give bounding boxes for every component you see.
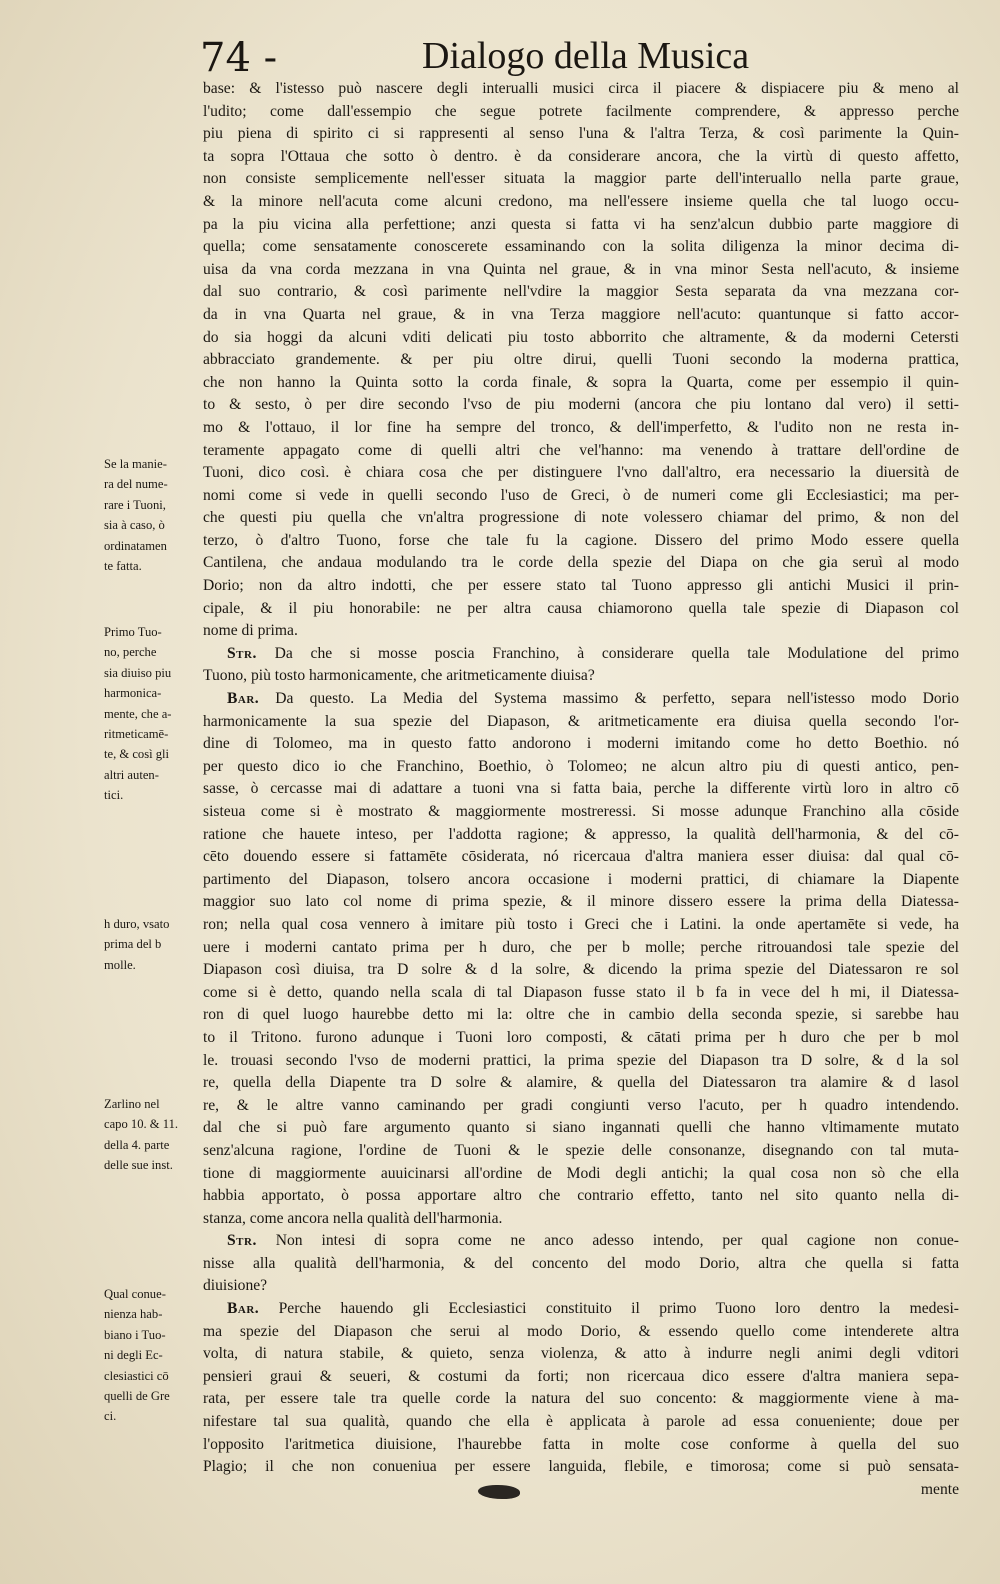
running-title: Dialogo della Musica bbox=[422, 35, 750, 77]
line-text: terzo, ò d'altro Tuono, forse che tale fu la cagione. Dissero del primo Modo essere quella bbox=[203, 531, 959, 549]
margin-note-line: delle sue inst. bbox=[104, 1158, 173, 1173]
margin-note-line: sia diuiso piu bbox=[104, 665, 172, 680]
text-line bbox=[203, 846, 959, 869]
margin-note-line: capo 10. & 11. bbox=[104, 1117, 179, 1132]
line-text: re, quella della Diapente tra D solre & alamire, & quella del Diatessaron tra alamire & d lasol bbox=[203, 1074, 959, 1092]
text-line bbox=[203, 824, 959, 847]
margin-note bbox=[104, 454, 198, 576]
margin-note-line: harmonica- bbox=[104, 686, 162, 701]
line-text: le. trouasi secondo l'vso de moderni prattici, la prima spezie del Diapason tra D solre, & d la sol bbox=[203, 1051, 959, 1069]
margin-note-line: ritmeticamē- bbox=[104, 727, 169, 742]
text-line bbox=[203, 801, 959, 824]
line-text: partimento del Diapason, tolsero ancora occasione i moderni prattici, di chiamare la Diapente bbox=[203, 870, 959, 888]
text-line bbox=[203, 1230, 959, 1253]
line-text: diuisione? bbox=[203, 1277, 268, 1295]
text-line bbox=[203, 485, 959, 508]
text-line bbox=[203, 394, 959, 417]
text-line bbox=[203, 733, 959, 756]
line-text: che non hanno la Quinta sotto la corda finale, & sopra la Quarta, come per essempio il quin- bbox=[203, 373, 959, 391]
text-line bbox=[203, 1072, 959, 1095]
line-text: Plagio; il che non conueniua per essere languida, flebile, e timorosa; come si può sensata- bbox=[203, 1458, 959, 1476]
line-text: nomi come si vede in quelli secondo l'uso de Greci, ò de numeri come gli Ecclesiastici; ma per- bbox=[203, 486, 959, 504]
text-line bbox=[203, 552, 959, 575]
margin-note-line: clesiastici cō bbox=[104, 1368, 169, 1383]
margin-note-line: te fatta. bbox=[104, 559, 142, 574]
line-text: & la minore nell'acuta come alcuni credono, ma nell'essere insieme quella che tal luogo occu- bbox=[203, 192, 959, 210]
text-line bbox=[203, 168, 959, 191]
line-text: Cantilena, che andaua modulando tra le corde della spezie del Diapa on che gia seruì al modo bbox=[203, 554, 959, 572]
margin-note-line: Se la manie- bbox=[104, 457, 167, 471]
text-line bbox=[203, 349, 959, 372]
margin-note-line: ni degli Ec- bbox=[104, 1348, 163, 1363]
text-line bbox=[203, 304, 959, 327]
margin-note-line: sia à caso, ò bbox=[104, 518, 165, 533]
margin-note-line: quelli de Gre bbox=[104, 1389, 170, 1404]
text-line bbox=[203, 1163, 959, 1186]
line-text: cēto douendo essere si fattamēte cōsiderata, nó ricercaua d'altra maniera esser diuisa: dal qual cō- bbox=[203, 848, 959, 866]
text-line bbox=[203, 778, 959, 801]
text-line bbox=[203, 462, 959, 485]
speaker-label: Str. bbox=[227, 644, 257, 662]
text-line bbox=[203, 1388, 959, 1411]
text-line bbox=[203, 1275, 959, 1298]
text-line bbox=[203, 914, 959, 937]
line-text: Diapason così diuisa, tra D solre & d la solre, & dicendo la prima spezie del Diatessaron re sol bbox=[203, 961, 959, 979]
line-text: ta sopra l'Ottaua che sotto ò dentro. è da considerare ancora, che la virtù di questo affetto, bbox=[203, 147, 959, 165]
line-text: quella; come sensatamente conoscerete essaminando con la solita diligenza la minor decima di- bbox=[203, 238, 959, 256]
line-text: Perche hauendo gli Ecclesiastici constituito il primo Tuono loro dentro la medesi- bbox=[278, 1300, 959, 1318]
catchword: mente bbox=[920, 1480, 959, 1498]
line-text: Dorio; non da altro indotti, che per essere stato tal Tuono appresso gli antichi Musici il prin- bbox=[203, 577, 959, 595]
text-line bbox=[203, 1456, 959, 1479]
margin-note-line: Zarlino nel bbox=[104, 1097, 160, 1111]
line-text: uisa da vna corda mezzana in vna Quinta nel graue, & in vna minor Sesta nell'acuto, & insieme bbox=[203, 260, 959, 278]
margin-note-line: ordinatamen bbox=[104, 538, 167, 553]
line-text: dal suo contrario, & così parimente nell'vdire la maggior Sesta separata da vna mezzana cor- bbox=[203, 283, 959, 301]
text-line bbox=[203, 372, 959, 395]
line-text: base: & l'istesso può nascere degli interualli musici circa il piacere & dispiacere piu & meno al bbox=[203, 80, 959, 97]
text-line bbox=[203, 327, 959, 350]
line-text: tione di maggiormente auuicinarsi all'ordine de Modi degli antichi; la qual cosa non sò che ella bbox=[203, 1164, 959, 1182]
line-text: Da che si mosse poscia Franchino, à considerare quella tale Modulatione del primo bbox=[274, 644, 959, 662]
line-text: Tuoni, dico così. è chiara cosa che per distinguere l'vno dall'altro, era necessario la diuersità de bbox=[203, 464, 959, 482]
line-text: come si è detto, quando nella scala di tal Diapason fusse stato il b fa in vece del h mi, il Diatessa- bbox=[203, 983, 959, 1001]
margin-note-line: mente, che a- bbox=[104, 706, 172, 721]
margin-note-line: no, perche bbox=[104, 645, 157, 660]
line-text: dine di Tolomeo, ma in questo fatto andorono i moderni imitando come ho detto Boethio. nó bbox=[203, 735, 959, 753]
text-line bbox=[203, 643, 959, 666]
line-text: da in vna Quarta nel graue, & in vna Terza maggiore nell'acuto: quantunque si fatto accor- bbox=[203, 305, 959, 323]
margin-note-line: h duro, vsato bbox=[104, 917, 170, 931]
line-text: ron di quel luogo haurebbe detto mi la: oltre che in cambio della seconda spezie, si sarebbe hau bbox=[203, 1006, 959, 1024]
text-line bbox=[203, 959, 959, 982]
line-text: pensieri graui & seueri, & costumi da forti; non ricercaua dico essere d'altra maniera sepa- bbox=[203, 1367, 959, 1385]
text-line bbox=[203, 259, 959, 282]
body-text bbox=[203, 78, 959, 1501]
line-text: per questo dico io che Franchino, Boethio, ò Tolomeo; ne alcun altro piu di questi antico, pen- bbox=[203, 757, 959, 775]
line-text: l'opposito l'aritmetica diuisione, l'haurebbe fatta in molte cose conforme à quella del suo bbox=[203, 1435, 959, 1453]
text-line bbox=[203, 1095, 959, 1118]
margin-note-line: prima del b bbox=[104, 937, 162, 952]
text-line bbox=[203, 1298, 959, 1321]
line-text: ma spezie del Diapason che serui al modo Dorio, & essendo quello come intenderete altra bbox=[203, 1322, 959, 1340]
margin-note bbox=[104, 1284, 198, 1427]
line-text: Non intesi di sopra come ne anco adesso intendo, per qual cagione non conue- bbox=[275, 1232, 959, 1250]
margin-note-line: rare i Tuoni, bbox=[104, 497, 166, 512]
text-line bbox=[203, 1321, 959, 1344]
margin-note-line: della 4. parte bbox=[104, 1137, 170, 1152]
text-line bbox=[203, 575, 959, 598]
line-text: mo & l'ottauo, il lor fine ha sempre del tronco, & dell'imperfetto, & l'udito non ne resta in- bbox=[203, 418, 959, 436]
line-text: cipale, & il piu honorabile: ne per altra causa chiamorono quella tale spezie di Diapason col bbox=[203, 599, 959, 617]
text-line bbox=[203, 1366, 959, 1389]
line-text: Tuono, più tosto harmonicamente, che aritmeticamente diuisa? bbox=[203, 667, 595, 685]
margin-note-line: biano i Tuo- bbox=[104, 1327, 166, 1342]
margin-note-line: altri auten- bbox=[104, 767, 159, 782]
margin-note-line: ci. bbox=[104, 1409, 117, 1424]
line-text: maggior suo lato col nome di prima spezie, & il minore dissero essere la prima della Diatessa- bbox=[203, 893, 959, 911]
margin-note-line: tici. bbox=[104, 788, 124, 803]
line-text: non consiste semplicemente nell'esser situata la maggior parte dell'interuallo nella parte graue, bbox=[203, 170, 959, 188]
text-line bbox=[203, 530, 959, 553]
text-line bbox=[203, 440, 959, 463]
line-text: do sia hoggi da alcuni vditi delicati piu tosto abborrito che altramente, & da moderni Cetersti bbox=[203, 328, 959, 346]
line-text: l'udito; come dall'essempio che segue potrete facilmente comprendere, & appresso perche bbox=[203, 102, 959, 120]
text-line bbox=[203, 1185, 959, 1208]
line-text: pa la piu vicina alla perfettione; anzi questa si fatta vi ha senz'alcun dubbio parte maggiore di bbox=[203, 215, 959, 233]
line-text: nisse alla qualità dell'harmonia, & del concento del modo Dorio, altra che quella si fatta bbox=[203, 1254, 959, 1272]
text-line bbox=[203, 236, 959, 259]
text-line bbox=[203, 214, 959, 237]
text-line bbox=[203, 869, 959, 892]
line-text: senz'alcuna ragione, l'ordine de Tuoni & le spezie delle consonanze, disegnando con tal muta- bbox=[203, 1141, 959, 1159]
text-line bbox=[203, 1411, 959, 1434]
text-line bbox=[203, 78, 959, 101]
line-text: uere i moderni cantato prima per h duro, che per b molle; perche ritrouandosi tale spezie del bbox=[203, 938, 959, 956]
text-line bbox=[203, 688, 959, 711]
margin-note-line: nienza hab- bbox=[104, 1307, 163, 1322]
text-line bbox=[203, 1050, 959, 1073]
text-line bbox=[203, 507, 959, 530]
line-text: to il Tritono. furono adunque i Tuoni loro composti, & cātati prima per h duro che per b mol bbox=[203, 1028, 959, 1046]
margin-note-line: Primo Tuo- bbox=[104, 625, 162, 639]
page-number: 74 - bbox=[200, 35, 278, 81]
line-text: nome di prima. bbox=[203, 622, 298, 640]
line-text: ratione che hauete inteso, per l'addotta ragione; & appresso, la qualità dell'harmonia, & del cō- bbox=[203, 825, 959, 843]
text-line bbox=[203, 665, 959, 688]
text-line bbox=[203, 123, 959, 146]
text-line bbox=[203, 598, 959, 621]
line-text: dal che si può fare argumento quanto si siano ingannati quelli che hanno vltimamente mutato bbox=[203, 1119, 959, 1137]
text-line bbox=[203, 1208, 959, 1231]
text-line bbox=[203, 191, 959, 214]
text-line bbox=[203, 417, 959, 440]
text-line bbox=[203, 620, 959, 643]
text-line bbox=[203, 891, 959, 914]
text-line bbox=[203, 146, 959, 169]
text-line bbox=[203, 1343, 959, 1366]
page-header bbox=[200, 30, 760, 82]
text-line bbox=[203, 1434, 959, 1457]
line-text: sasse, ò cercasse mai di adattare a tuoni vna si fatta baia, perche la differente virtù loro in altro cō bbox=[203, 780, 959, 798]
line-text: to & sesto, ò per dire secondo l'vso de piu moderni (ancora che piu lontano dal vero) il setti- bbox=[203, 396, 959, 414]
line-text: piu piena di spirito ci si rappresenti al senso l'una & l'altra Terza, & così parimente la Quin- bbox=[203, 125, 959, 143]
line-text: che questi piu quella che vn'altra progressione di note volessero chiamar del primo, & non del bbox=[203, 509, 959, 527]
text-line bbox=[203, 281, 959, 304]
line-text: ron; nella qual cosa vennero à imitare più tosto i Greci che i Latini. la onde apertamēte si vede, ha bbox=[203, 915, 959, 933]
line-text: nifestare tal sua qualità, quando che ella è applicata à parole ad essa conueniente; doue per bbox=[203, 1413, 959, 1431]
margin-note-line: te, & così gli bbox=[104, 747, 170, 762]
text-line bbox=[203, 937, 959, 960]
line-text: habbia apportato, ò possa apportare altro che contrario effetto, tanto nel sito quanto nella di- bbox=[203, 1187, 959, 1205]
text-line bbox=[203, 1117, 959, 1140]
line-text: Da questo. La Media del Systema massimo & perfetto, separa nell'istesso modo Dorio bbox=[275, 690, 959, 708]
text-line bbox=[203, 756, 959, 779]
text-line bbox=[203, 101, 959, 124]
line-text: sisteua come si è mostrato & maggiormente mostreressi. Si mosse adunque Franchino alla cōside bbox=[203, 803, 959, 820]
margin-note bbox=[104, 914, 198, 975]
margin-note bbox=[104, 622, 198, 806]
speaker-label: Str. bbox=[227, 1232, 257, 1250]
margin-note-line: Qual conue- bbox=[104, 1287, 166, 1301]
line-text: teramente appagato come di quelli altri che vel'hanno: ma venendo à trattare dell'ordine de bbox=[203, 441, 959, 459]
speaker-label: Bar. bbox=[227, 690, 260, 708]
text-line bbox=[203, 982, 959, 1005]
margin-note-line: molle. bbox=[104, 957, 136, 972]
line-text: harmonicamente la sua spezie del Diapason, & aritmeticamente era diuisa quella secondo l'or- bbox=[203, 712, 959, 730]
text-line bbox=[203, 1253, 959, 1276]
text-line bbox=[203, 1004, 959, 1027]
speaker-label: Bar. bbox=[227, 1300, 260, 1318]
line-text: abbracciato grandemente. & per piu oltre dirui, quelli Tuoni secondo la moderna prattica, bbox=[203, 351, 959, 369]
margin-note bbox=[104, 1094, 198, 1176]
text-line bbox=[203, 1140, 959, 1163]
line-text: rata, per essere tale tra quelle corde la natura del suo concento: & maggiormente viene à ma- bbox=[203, 1390, 959, 1408]
text-line bbox=[203, 711, 959, 734]
line-text: stanza, come ancora nella qualità dell'harmonia. bbox=[203, 1209, 503, 1227]
text-line bbox=[203, 1027, 959, 1050]
line-text: volta, di natura stabile, & quieto, senza violenza, & atto à indurre negli animi degli vditori bbox=[203, 1345, 959, 1363]
margin-note-line: ra del nume- bbox=[104, 477, 168, 492]
line-text: re, & le altre vanno caminando per gradi congiunti verso l'acuto, per h quadro intendendo. bbox=[203, 1096, 959, 1114]
